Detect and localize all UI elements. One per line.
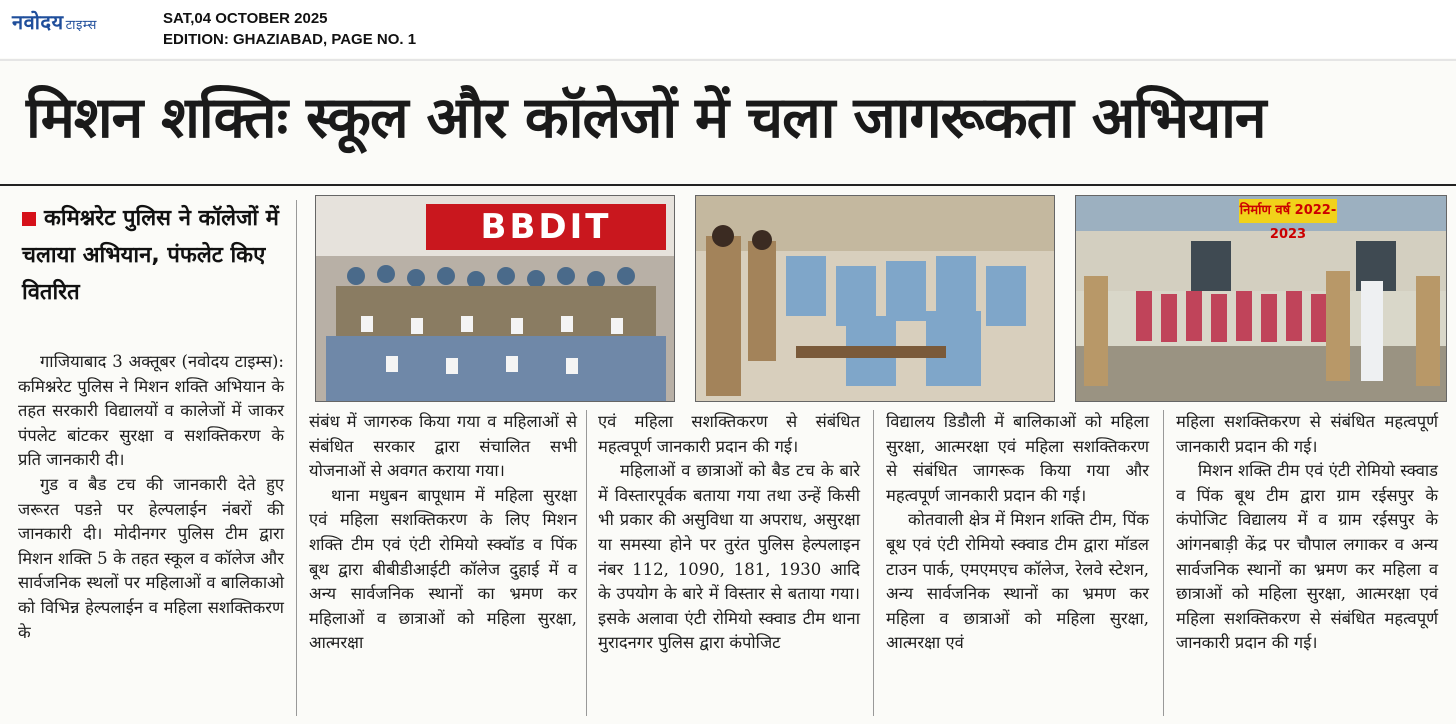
paragraph: महिलाओं व छात्राओं को बैड टच के बारे में विस्तारपूर्वक बताया गया तथा उन्हें किसी भी प्रकार की असुविधा या अपराध, असुरक्षा या समस्या होने पर तुरंत पुलिस हेल्पलाइन नंबर 112, 1090, 181, 1930 आदि के उपयोग के बारे में विस्तार से बताया गया। इसके अलावा एंटी रोमियो स्क्वाड टीम थाना मुरादनगर पुलिस द्वारा कंपोजिट	[598, 461, 860, 653]
article-column-2	[309, 410, 577, 656]
paragraph: विद्यालय डिडौली में बालिकाओं को महिला सुरक्षा, आत्मरक्षा एवं महिला सशक्तिकरण से संबंधित जागरूक किया गया और महत्वपूर्ण जानकारी प्रदान की गई।	[886, 412, 1149, 505]
article-column-3	[598, 410, 860, 656]
article-column-4	[886, 410, 1149, 656]
article-kicker	[22, 200, 294, 311]
edition-page: EDITION: GHAZIABAD, PAGE NO. 1	[163, 31, 417, 48]
red-square-bullet-icon	[22, 212, 36, 226]
bbdit-banner: BBDIT	[426, 204, 666, 250]
logo-sub: टाइम्स	[65, 18, 97, 33]
photo-classroom	[695, 195, 1055, 402]
column-divider	[873, 410, 874, 716]
article-column-1	[18, 350, 284, 645]
paragraph: महिला सशक्तिकरण से संबंधित महत्वपूर्ण जानकारी प्रदान की गई।	[1176, 412, 1438, 456]
photo-bbdit-college	[315, 195, 675, 402]
photo-school-outdoor	[1075, 195, 1447, 402]
headline-rule	[0, 184, 1456, 186]
paragraph: संबंध में जागरुक किया गया व महिलाओं से संबंधित सरकार द्वारा संचालित सभी योजनाओं से अवगत कराया गया।	[309, 412, 577, 481]
column-divider	[296, 200, 297, 716]
paragraph: एवं महिला सशक्तिकरण से संबंधित महत्वपूर्ण जानकारी प्रदान की गई।	[598, 412, 860, 456]
kicker-text: कमिश्नरेट पुलिस ने कॉलेजों में चलाया अभियान, पंफलेट किए वितरित	[22, 206, 279, 305]
article-headline: मिशन शक्तिः स्कूल और कॉलेजों में चला जागरूकता अभियान	[26, 85, 1266, 151]
photo-school-graphic	[1076, 196, 1446, 401]
clipping-edge	[0, 59, 1456, 61]
construction-year-banner: निर्माण वर्ष 2022-2023	[1239, 199, 1337, 223]
column-divider	[586, 410, 587, 716]
paragraph: गाजियाबाद 3 अक्तूबर (नवोदय टाइम्स): कमिश्नरेट पुलिस ने मिशन शक्ति अभियान के तहत सरकारी विद्यालयों व कालेजों में जाकर पंपलेट बांटकर सुरक्षा व सशक्तिकरण के प्रति जानकारी दी।	[18, 352, 284, 470]
newspaper-logo	[12, 8, 97, 35]
paragraph: गुड व बैड टच की जानकारी देते हुए जरूरत पडऩे पर हेल्पलाईन नंबरों की जानकारी दी। मोदीनगर पुलिस टीम द्वारा मिशन शक्ति 5 के तहत स्कूल व कॉलेज और सार्वजनिक स्थलों पर महिलाओं व बालिकाओ को विभिन्न हेल्पलाईन व महिला सशक्तिकरण के	[18, 474, 284, 642]
edition-header	[0, 0, 1456, 59]
article-column-5	[1176, 410, 1438, 656]
photo-classroom-graphic	[696, 196, 1054, 401]
paragraph: मिशन शक्ति टीम एवं एंटी रोमियो स्क्वाड व पिंक बूथ टीम द्वारा ग्राम रईसपुर के कंपोजिट विद्यालय में व ग्राम रईसपुर के आंगनबाड़ी केंद्र पर चौपाल लगाकर व अन्य सार्वजनिक स्थानों का भ्रमण कर महिला व छात्राओं को महिला सुरक्षा, आत्मरक्षा एवं महिला सशक्तिकरण से संबंधित महत्वपूर्ण जानकारी प्रदान की गई।	[1176, 461, 1438, 653]
paragraph: कोतवाली क्षेत्र में मिशन शक्ति टीम, पिंक बूथ एवं एंटी रोमियो स्क्वाड टीम द्वारा मॉडल टाउन पार्क, एमएमएच कॉलेज, रेलवे स्टेशन, अन्य सार्वजनिक स्थानों का भ्रमण कर महिला व छात्राओं को महिला सुरक्षा, आत्मरक्षा एवं	[886, 510, 1149, 653]
edition-date: SAT,04 OCTOBER 2025	[163, 10, 328, 27]
paragraph: थाना मधुबन बापूधाम में महिला सुरक्षा एवं महिला सशक्तिकरण के लिए मिशन शक्ति टीम एवं एंटी रोमियो स्क्वॉड व पिंक बूथ द्वारा बीबीडीआईटी कॉलेज दुहाई में व अन्य सार्वजनिक स्थानों का भ्रमण कर महिलाओं व छात्राओं को महिला सुरक्षा, आत्मरक्षा	[309, 485, 577, 653]
edition-info	[163, 8, 416, 50]
column-divider	[1163, 410, 1164, 716]
logo-main: नवोदय	[12, 10, 64, 34]
